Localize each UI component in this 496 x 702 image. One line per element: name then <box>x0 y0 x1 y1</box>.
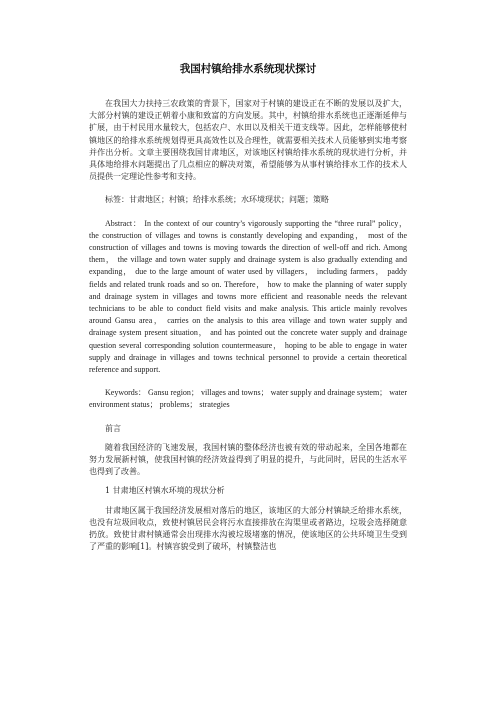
preface-heading: 前言 <box>105 423 121 433</box>
section-1-paragraph: 甘肃地区属于我国经济发展相对落后的地区，该地区的大部分村镇缺乏给排水系统，也没有垃圾回收点，致使村镇居民会将污水直接排放在沟渠里或者路边，垃圾会选择随意扔放。致使甘肃村镇通常会出现排水沟被垃圾堵塞的情况，使该地区的公共环境卫生受到了严重的影响[1]。村镇容貌受到了破坏，村镇整洁也 <box>89 505 407 552</box>
document-title: 我国村镇给排水系统现状探讨 <box>179 63 317 75</box>
abstract-chinese: 在我国大力扶持三农政策的背景下，国家对于村镇的建设正在不断的发展以及扩大，大部分村镇的建设正朝着小康和致富的方向发展。其中，村镇给排水系统也正逐渐延伸与扩展，由于村民用水量较大，包括农户、水田以及相关干道支线等。因此，怎样能够使村镇地区的给排水系统规划得更具高效性以及合理性，就需要相关技术人员能够到实地考察并作出分析。文章主要围绕我国甘肃地区，对该地区村镇给排水系统的现状进行分析，并具体地给排水问题提出了几点相应的解决对策，希望能够为从事村镇给排水工作的技术人员提供一定理论性参考和支持。 <box>89 99 407 182</box>
document-body <box>89 62 407 554</box>
abstract-english: Abstract： In the context of our country’s vigorously supporting the “three rural” policy， the construction of villages and towns is constantly developing and expanding， most of the construction of villages and towns is moving towards the direction of well-off and rich. Among them， the village and town water supply and drainage system is also gradually extending and expanding， due to the large amount of water used by villagers， including farmers， paddy fields and related trunk roads and so on. Therefore， how to make the planning of water supply and drainage system in villages and towns more efficient and reasonable needs the relevant technicians to be able to conduct field visits and make analysis. This article mainly revolves around Gansu area， carries on the analysis to this area village and town water supply and drainage system present situation， and has pointed out the concrete water supply and drainage question several corresponding solution countermeasure， hoping to be able to engage in water supply and drainage in villages and towns technical personnel to provide a certain theoretical reference and support. <box>89 218 407 375</box>
preface-paragraph: 随着我国经济的飞速发展，我国村镇的整体经济也被有效的带动起来，全国各地都在努力发展新村镇，使我国村镇的经济效益得到了明显的提升，与此同时，居民的生活水平也得到了改善。 <box>89 442 407 477</box>
section-1-heading: 1 甘肃地区村镇水环境的现状分析 <box>105 486 225 496</box>
keywords-english: Keywords： Gansu region； villages and towns； water supply and drainage system； water environment status； problems； strategies <box>89 388 407 410</box>
keywords-chinese: 标签：甘肃地区；村镇；给排水系统；水环境现状；问题；策略 <box>105 195 329 205</box>
